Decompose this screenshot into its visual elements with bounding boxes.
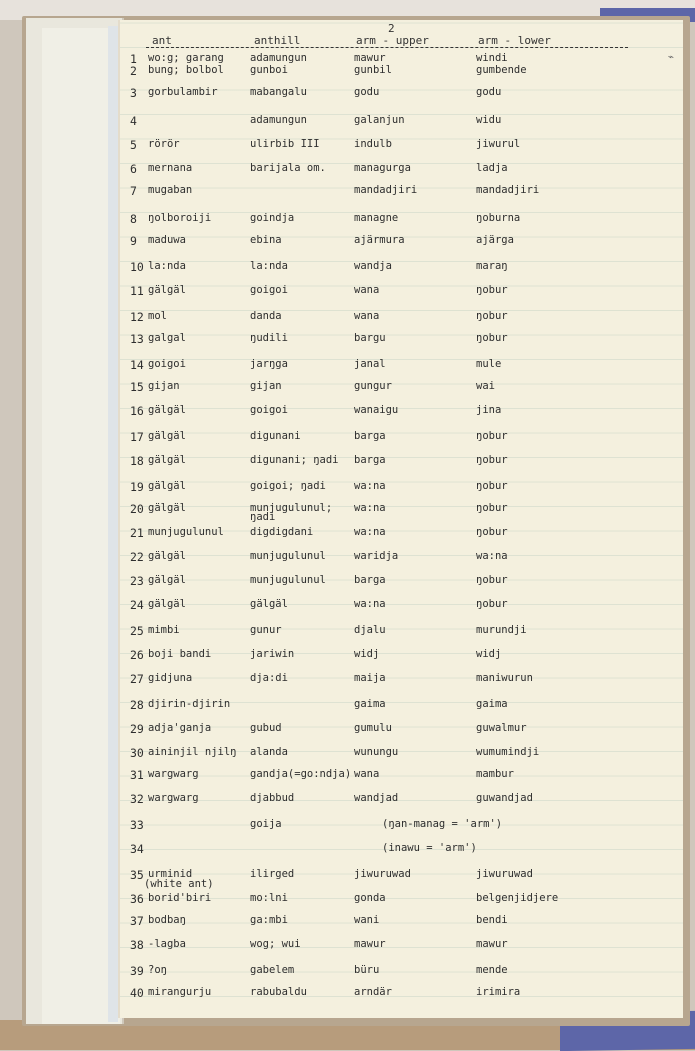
cell-arm-lower: ŋobur	[476, 526, 508, 538]
cell-arm-upper: barga	[354, 454, 386, 466]
row-number: 2	[130, 64, 137, 78]
cell-arm-upper: mawur	[354, 938, 386, 950]
cell-ant: gidjuna	[148, 672, 193, 684]
cell-arm-upper: wa:na	[354, 598, 386, 610]
cell-anthill: mo:lni	[250, 892, 288, 904]
row-number: 16	[130, 404, 144, 418]
cell-arm-upper: waridja	[354, 550, 399, 562]
cell-ant-note: (white ant)	[144, 878, 214, 890]
left-board	[26, 18, 124, 1024]
cell-ant: rörör	[148, 138, 180, 150]
row-number: 22	[130, 550, 144, 564]
cell-arm-lower: ŋobur	[476, 502, 508, 514]
cell-anthill: gunur	[250, 624, 282, 636]
cell-arm-lower: maniwurun	[476, 672, 533, 684]
page-number: 2	[388, 22, 395, 35]
cell-arm-upper: gunbil	[354, 64, 392, 76]
cell-anthill: barijala om.	[250, 162, 326, 174]
margin-mark: ⌁	[668, 52, 675, 63]
row-number: 25	[130, 624, 144, 638]
row-number: 38	[130, 938, 144, 952]
cell-arm-lower: bendi	[476, 914, 508, 926]
cell-anthill: ebina	[250, 234, 282, 246]
header-arm-lower: arm - lower	[478, 34, 551, 47]
cell-anthill: adamungun	[250, 52, 307, 64]
cell-arm-upper: ajärmura	[354, 234, 405, 246]
cell-ant: gijan	[148, 380, 180, 392]
cell-note: (inawu = 'arm')	[382, 842, 477, 854]
cell-anthill: jarŋga	[250, 358, 288, 370]
cell-arm-upper: wana	[354, 310, 380, 322]
cell-ant: gälgäl	[148, 404, 186, 416]
row-number: 33	[130, 818, 144, 832]
table-row	[118, 480, 683, 496]
cell-arm-lower: mende	[476, 964, 508, 976]
table-row	[118, 914, 683, 930]
cell-anthill: gunboi	[250, 64, 288, 76]
table-row	[118, 86, 683, 102]
row-number: 4	[130, 114, 137, 128]
row-number: 8	[130, 212, 137, 226]
cell-arm-upper: managurga	[354, 162, 411, 174]
table-row	[118, 138, 683, 154]
row-number: 29	[130, 722, 144, 736]
table-row	[118, 260, 683, 276]
cell-arm-lower: mandadjiri	[476, 184, 540, 196]
cell-anthill: gubud	[250, 722, 282, 734]
cell-arm-lower: ŋobur	[476, 574, 508, 586]
cell-arm-upper: maija	[354, 672, 386, 684]
cell-arm-upper: barga	[354, 430, 386, 442]
table-row	[118, 430, 683, 446]
cell-ant: bodbaŋ	[148, 914, 186, 926]
row-number: 9	[130, 234, 137, 248]
cell-anthill: wog; wui	[250, 938, 301, 950]
cell-arm-upper: djalu	[354, 624, 386, 636]
cell-ant: wo:g; garang	[148, 52, 224, 64]
table-row	[118, 380, 683, 396]
row-number: 12	[130, 310, 144, 324]
row-number: 11	[130, 284, 144, 298]
cell-arm-upper: wandja	[354, 260, 392, 272]
row-number: 21	[130, 526, 144, 540]
row-number: 7	[130, 184, 137, 198]
cell-anthill: goija	[250, 818, 282, 830]
cell-ant: gälgäl	[148, 480, 186, 492]
cell-ant: munjugulunul	[148, 526, 224, 538]
cell-anthill: munjugulunul	[250, 550, 326, 562]
table-row	[118, 938, 683, 954]
cell-arm-lower: ŋobur	[476, 430, 508, 442]
cell-ant: bung; bolbol	[148, 64, 224, 76]
cell-anthill: danda	[250, 310, 282, 322]
cell-arm-lower: maraŋ	[476, 260, 508, 272]
cell-arm-lower: ŋobur	[476, 332, 508, 344]
table-row	[118, 842, 683, 858]
cell-anthill: ulirbib III	[250, 138, 320, 150]
cell-anthill: ga:mbi	[250, 914, 288, 926]
cell-arm-lower: guwandjad	[476, 792, 533, 804]
cell-ant: mirangurju	[148, 986, 212, 998]
cell-arm-upper: widj	[354, 648, 380, 660]
cell-anthill: jariwin	[250, 648, 295, 660]
cell-arm-upper: mawur	[354, 52, 386, 64]
cell-anthill: goindja	[250, 212, 295, 224]
cell-ant: gälgäl	[148, 550, 186, 562]
row-number: 13	[130, 332, 144, 346]
table-row	[118, 892, 683, 908]
cell-arm-upper: managne	[354, 212, 399, 224]
table-row	[118, 114, 683, 130]
table-row	[118, 502, 683, 523]
row-number: 28	[130, 698, 144, 712]
cell-ant: boji bandi	[148, 648, 212, 660]
cell-ant: gälgäl	[148, 502, 186, 514]
cell-arm-upper: barga	[354, 574, 386, 586]
table-row	[118, 454, 683, 470]
header-ant: ant	[152, 34, 172, 47]
cell-arm-lower: mule	[476, 358, 502, 370]
cell-arm-lower: widu	[476, 114, 502, 126]
cell-arm-lower: ŋoburna	[476, 212, 521, 224]
row-number: 32	[130, 792, 144, 806]
row-number: 3	[130, 86, 137, 100]
cell-ant: gälgäl	[148, 598, 186, 610]
cell-arm-lower: godu	[476, 86, 502, 98]
cell-ant: djirin-djirin	[148, 698, 231, 710]
cell-arm-lower: irimira	[476, 986, 521, 998]
row-number: 6	[130, 162, 137, 176]
row-number: 23	[130, 574, 144, 588]
cell-ant: borid'biri	[148, 892, 212, 904]
cell-ant: la:nda	[148, 260, 186, 272]
row-number: 17	[130, 430, 144, 444]
cell-arm-lower: windi	[476, 52, 508, 64]
row-number: 40	[130, 986, 144, 1000]
table-row	[118, 672, 683, 688]
cell-arm-upper: gonda	[354, 892, 386, 904]
table-row	[118, 526, 683, 542]
cell-ant: gälgäl	[148, 454, 186, 466]
table-row	[118, 768, 683, 784]
cell-anthill: djabbud	[250, 792, 295, 804]
cell-arm-upper: gumulu	[354, 722, 392, 734]
header-anthill: anthill	[254, 34, 301, 47]
cell-arm-upper: wani	[354, 914, 380, 926]
cell-arm-lower: ŋobur	[476, 480, 508, 492]
cell-anthill: gandja(=go:ndja)	[250, 768, 352, 780]
table-row	[118, 64, 683, 80]
cell-arm-upper: indulb	[354, 138, 392, 150]
cell-arm-lower: wumumindji	[476, 746, 540, 758]
cell-arm-upper: godu	[354, 86, 380, 98]
cell-anthill: ŋudili	[250, 332, 288, 344]
cell-ant: goigoi	[148, 358, 186, 370]
table-row	[118, 868, 683, 890]
cell-ant: -lagba	[148, 938, 186, 950]
table-row	[118, 624, 683, 640]
cell-arm-upper: wa:na	[354, 502, 386, 514]
header-arm-upper: arm - upper	[356, 34, 429, 47]
cell-note: (ŋan-manag = 'arm')	[382, 818, 503, 830]
cell-arm-lower: ŋobur	[476, 310, 508, 322]
cell-anthill: dja:di	[250, 672, 288, 684]
table-row	[118, 162, 683, 178]
table-row	[118, 404, 683, 420]
row-number: 27	[130, 672, 144, 686]
cell-ant: adja'ganja	[148, 722, 212, 734]
cell-arm-upper: wandjad	[354, 792, 399, 804]
cell-arm-lower: widj	[476, 648, 502, 660]
row-number: 19	[130, 480, 144, 494]
table-row	[118, 648, 683, 664]
row-number: 37	[130, 914, 144, 928]
cell-anthill: alanda	[250, 746, 288, 758]
row-number: 34	[130, 842, 144, 856]
cell-arm-lower: jiwurul	[476, 138, 521, 150]
cell-anthill: goigoi; ŋadi	[250, 480, 326, 492]
cell-arm-upper: wunungu	[354, 746, 399, 758]
table-row	[118, 722, 683, 738]
table-row	[118, 818, 683, 834]
cell-arm-lower: ŋobur	[476, 454, 508, 466]
cell-arm-lower: belgenjidjere	[476, 892, 559, 904]
typed-page	[118, 20, 683, 1018]
cell-arm-lower: gaima	[476, 698, 508, 710]
cell-arm-lower: wai	[476, 380, 495, 392]
cell-arm-upper: wana	[354, 284, 380, 296]
cell-anthill: digunani; ŋadi	[250, 454, 339, 466]
cell-arm-lower: guwalmur	[476, 722, 527, 734]
table-row	[118, 234, 683, 250]
cell-ant: aininjil njilŋ	[148, 746, 237, 758]
cell-arm-lower: gumbende	[476, 64, 527, 76]
cell-anthill-note: ŋadi	[250, 511, 276, 523]
cell-arm-upper: janal	[354, 358, 386, 370]
row-number: 14	[130, 358, 144, 372]
table-row	[118, 574, 683, 590]
cell-anthill: digdigdani	[250, 526, 314, 538]
cell-arm-upper: büru	[354, 964, 380, 976]
cell-anthill: goigoi	[250, 284, 288, 296]
cell-arm-lower: wa:na	[476, 550, 508, 562]
row-number: 30	[130, 746, 144, 760]
cell-arm-lower: ŋobur	[476, 284, 508, 296]
cell-arm-upper: wanaigu	[354, 404, 399, 416]
table-row	[118, 332, 683, 348]
cell-ant: mimbi	[148, 624, 180, 636]
cell-arm-upper: bargu	[354, 332, 386, 344]
cell-arm-lower: jiwuruwad	[476, 868, 533, 880]
cell-anthill: adamungun	[250, 114, 307, 126]
cell-anthill: goigoi	[250, 404, 288, 416]
cell-ant: urminid	[148, 868, 193, 880]
cell-arm-upper: mandadjiri	[354, 184, 418, 196]
row-number: 39	[130, 964, 144, 978]
cell-arm-lower: mawur	[476, 938, 508, 950]
row-number: 15	[130, 380, 144, 394]
table-row	[118, 284, 683, 300]
row-number: 18	[130, 454, 144, 468]
row-number: 10	[130, 260, 144, 274]
cell-anthill: rabubaldu	[250, 986, 307, 998]
table-row	[118, 184, 683, 200]
table-row	[118, 698, 683, 714]
cell-arm-lower: ajärga	[476, 234, 514, 246]
cell-anthill: gälgäl	[250, 598, 288, 610]
cell-arm-lower: ladja	[476, 162, 508, 174]
cell-arm-lower: ŋobur	[476, 598, 508, 610]
cell-ant: ŋolboroiji	[148, 212, 212, 224]
cell-ant: gälgäl	[148, 284, 186, 296]
left-board-edge	[108, 26, 118, 1022]
row-number: 35	[130, 868, 144, 882]
row-number: 20	[130, 502, 144, 516]
row-number: 26	[130, 648, 144, 662]
cell-anthill: munjugulunul;	[250, 502, 333, 514]
cell-ant: mernana	[148, 162, 193, 174]
cell-arm-upper: gungur	[354, 380, 392, 392]
cell-anthill: digunani	[250, 430, 301, 442]
cell-arm-lower: mambur	[476, 768, 514, 780]
row-number: 31	[130, 768, 144, 782]
cell-arm-upper: jiwuruwad	[354, 868, 411, 880]
table-row	[118, 746, 683, 762]
cell-arm-lower: jina	[476, 404, 502, 416]
table-row	[118, 598, 683, 614]
cell-arm-upper: wana	[354, 768, 380, 780]
table-row	[118, 550, 683, 566]
table-row	[118, 310, 683, 326]
cell-arm-upper: wa:na	[354, 526, 386, 538]
cell-anthill: munjugulunul	[250, 574, 326, 586]
row-number: 24	[130, 598, 144, 612]
table-row	[118, 358, 683, 374]
cell-ant: galgal	[148, 332, 186, 344]
header-rule	[146, 47, 628, 48]
table-row	[118, 212, 683, 228]
table-row	[118, 964, 683, 980]
cell-ant: wargwarg	[148, 768, 199, 780]
cell-anthill: mabangalu	[250, 86, 307, 98]
row-number: 5	[130, 138, 137, 152]
cell-arm-upper: galanjun	[354, 114, 405, 126]
cell-ant: mugaban	[148, 184, 193, 196]
cell-ant: maduwa	[148, 234, 186, 246]
cell-ant: mol	[148, 310, 167, 322]
cell-arm-upper: wa:na	[354, 480, 386, 492]
cell-anthill: gabelem	[250, 964, 295, 976]
cell-anthill: gijan	[250, 380, 282, 392]
cell-ant: gälgäl	[148, 574, 186, 586]
cell-arm-upper: arndär	[354, 986, 392, 998]
table-row	[118, 986, 683, 1002]
table-row	[118, 792, 683, 808]
cell-arm-upper: gaima	[354, 698, 386, 710]
cell-ant: ?oŋ	[148, 964, 167, 976]
cell-anthill: la:nda	[250, 260, 288, 272]
cell-arm-lower: murundji	[476, 624, 527, 636]
row-number: 1	[130, 52, 137, 66]
cell-ant: gorbulambir	[148, 86, 218, 98]
cell-anthill: ilirged	[250, 868, 295, 880]
cell-ant: gälgäl	[148, 430, 186, 442]
cell-ant: wargwarg	[148, 792, 199, 804]
row-number: 36	[130, 892, 144, 906]
